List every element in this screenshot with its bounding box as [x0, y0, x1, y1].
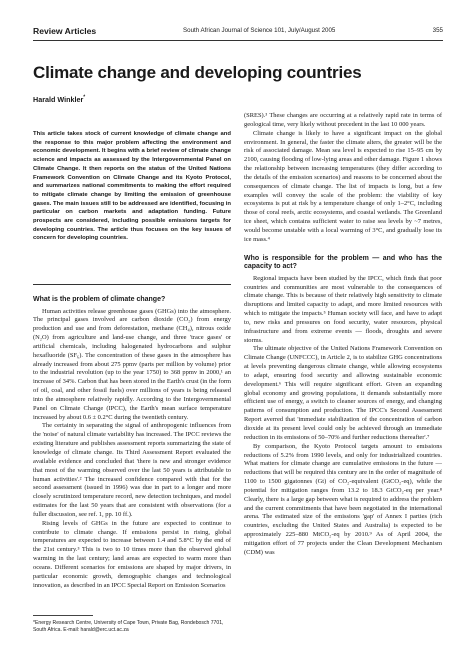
body-paragraph: Rising levels of GHGs in the future are expected to continue to contribute to climate change. If emissions persist in rising, global temperatures are expected to increase between 1.4 and 5.8°C by the end of the 21st century.³ This is two to 10 times more than the observed global warming in the last century; land areas are expected to warm more than oceans. Different scenarios for emissions are shaped by major drivers, in particular economic growth, demographic changes and technological innovation, as described in an IPCC Special Report on Emission Scenarios [33, 519, 231, 589]
page-number: 355 [432, 27, 443, 34]
author-footnote: *Energy Research Centre, University of Cape Town, Private Bag, Rondebosch 7701, South Africa. E-mail: harald@erc.uct.ac.za [33, 620, 224, 633]
running-header [33, 26, 443, 38]
body-paragraph: The ultimate objective of the United Nations Framework Convention on Climate Change (UNFCCC), in Article 2, is to stabilize GHG concentrations at levels preventing dangerous climate change, while allowing ecosystems to adapt, ensuring food security and allowing sustainable economic development.⁶ This will require significant effort. Given an expanding global economy and growing populations, it demands substantially more efficient use of energy, a switch to cleaner sources of energy, and changing patterns of consumption and production. The IPCC's Second Assessment Report averred that 'immediate stabilization of the concentration of carbon dioxide at its present level could only be achieved through an immediate reduction in its emissions of 50–70% and further reductions thereafter'.⁷ [244, 345, 442, 441]
author-name: Harald Winkler [33, 95, 84, 104]
author-mark: * [83, 94, 86, 101]
abstract-rule [33, 284, 231, 285]
section-heading-problem: What is the problem of climate change? [33, 296, 166, 303]
journal-citation: South African Journal of Science 101, July/August 2005 [183, 27, 336, 34]
body-paragraph: Human activities release greenhouse gases (GHGs) into the atmosphere. The principal gases involved are carbon dioxide (CO₂) from energy production and use and from deforestation, methane (CH₄), nitrous oxide (N₂O) from agriculture and land-use change, and three 'trace gases' or artificial chemicals, including halogenated hydrocarbons and sulphur hexafluoride (SF₆). The concentration of these gases in the atmosphere has already increased from about 275 ppmv (parts per million by volume) prior to the industrial revolution (up to the year 1750) to 368 ppmv in 2000,¹ an increase of 34%. Carbon that has been stored in the Earth's crust (in the form of oil, coal, and other fossil fuels) over millions of years is being released into the atmosphere relatively rapidly. According to the Intergovernmental Panel on Climate Change (IPCC), the Earth's mean surface temperature increased by about 0.6 ± 0.2°C during the twentieth century. [33, 307, 231, 421]
body-paragraph: (SRES).³ These changes are occurring at a relatively rapid rate in terms of geological time, very likely without precedent in the last 10 000 years. [244, 112, 442, 128]
section-heading-responsibility: Who is responsible for the problem — and who has the capacity to act? [244, 254, 442, 271]
body-paragraph: Climate change is likely to have a significant impact on the global environment. In general, the faster the climate alters, the greater will be the risk of associated damage. Mean sea level is expected to rise 15–95 cm by 2100, causing flooding of low-lying areas and other damage. Figure 1 shows the relationship between increasing temperatures (they differ according to the details of the emission scenarios) and reasons to be concerned about the consequences of climate change. The list of impacts is long, but a few examples will convey the scale of the problem: the viability of key ecosystems is put at risk by a temperature change of only 1–2°C, including those of coral reefs, arctic ecosystems, and coastal wetlands. The Greenland ice sheet, which contains sufficient water to raise sea levels by ~7 metres, would become unstable with a local warming of 3°C, and gradually lose its ice mass.⁴ [244, 129, 442, 243]
article-title: Climate change and developing countries [33, 63, 362, 82]
right-column [244, 112, 442, 558]
body-paragraph: Regional impacts have been studied by the IPCC, which finds that poor countries and communities are most vulnerable to the consequences of climate change. This is because of their relatively high sensitivity to climate disruptions and limited capacity to adapt, and more limited resources with which to mitigate the impacts.⁵ Human society will face, and have to adapt to, new risks and pressures on food security, water resources, physical infrastructure and from extreme events — floods, droughts and severe storms. [244, 274, 442, 344]
author-line [33, 95, 85, 104]
abstract: This article takes stock of current knowledge of climate change and the response to this major problem affecting the environment and economic development. It begins with a brief review of climate change science and impacts as assessed by the Intergovernmental Panel on Climate Change. It then reports on the status of the United Nations Framework Convention on Climate Change and its Kyoto Protocol, and summarizes national commitments to making the effort required to mitigate climate change by limiting the emission of greenhouse gases. The main issues still to be addressed are identified, focusing in particular on carbon markets and adaptation funding. Future prospects are considered, including possible emissions targets for developing countries. The article thus focuses on the key issues of concern for developing countries. [33, 131, 231, 242]
body-paragraph: By comparison, the Kyoto Protocol targets amount to emissions reductions of 5.2% from 1990 levels, and only for industrialized countries. What matters for climate change are cumulative emissions in the future — reductions that will be required this century are in the order of magnitude of 1100 to 1500 gigatonnes (Gt) of CO₂-equivalent (GtCO₂-eq), while the potential for mitigation ranges from 13.2 to 18.3 GtCO₂-eq per year.⁸ Clearly, there is a large gap between what is required to address the problem and the current commitments that have been negotiated in the international arena. The estimated size of the emissions 'gap' of Annex I parties (rich countries, excluding the United States and Australia) is expected to be approximately 225–880 MtCO₂-eq by 2010.⁹ As of April 2004, the mitigation effort of 77 projects under the Clean Development Mechanism (CDM) was [244, 442, 442, 556]
section-label: Review Articles [33, 26, 97, 36]
footnote-rule [33, 615, 93, 616]
body-paragraph: The certainty in separating the signal of anthropogenic influences from the 'noise' of natural climate variability has increased. The IPCC reviews the existing literature and publishes assessment reports summarizing the state of knowledge of climate change. Its Third Assessment Report evaluated the available evidence and concluded that 'there is new and stronger evidence that most of the warming observed over the last 50 years is attributable to human activities'.² The increased confidence compared with that for the second assessment (issued in 1996) was due in part to a longer and more closely scrutinized temperature record, new detection techniques, and model estimates for the last 50 years that are consistent with observations (for a fuller discussion, see ref. 1, pp. 10 ff.). [33, 422, 231, 518]
header-rule [33, 40, 443, 41]
left-column [33, 296, 231, 591]
